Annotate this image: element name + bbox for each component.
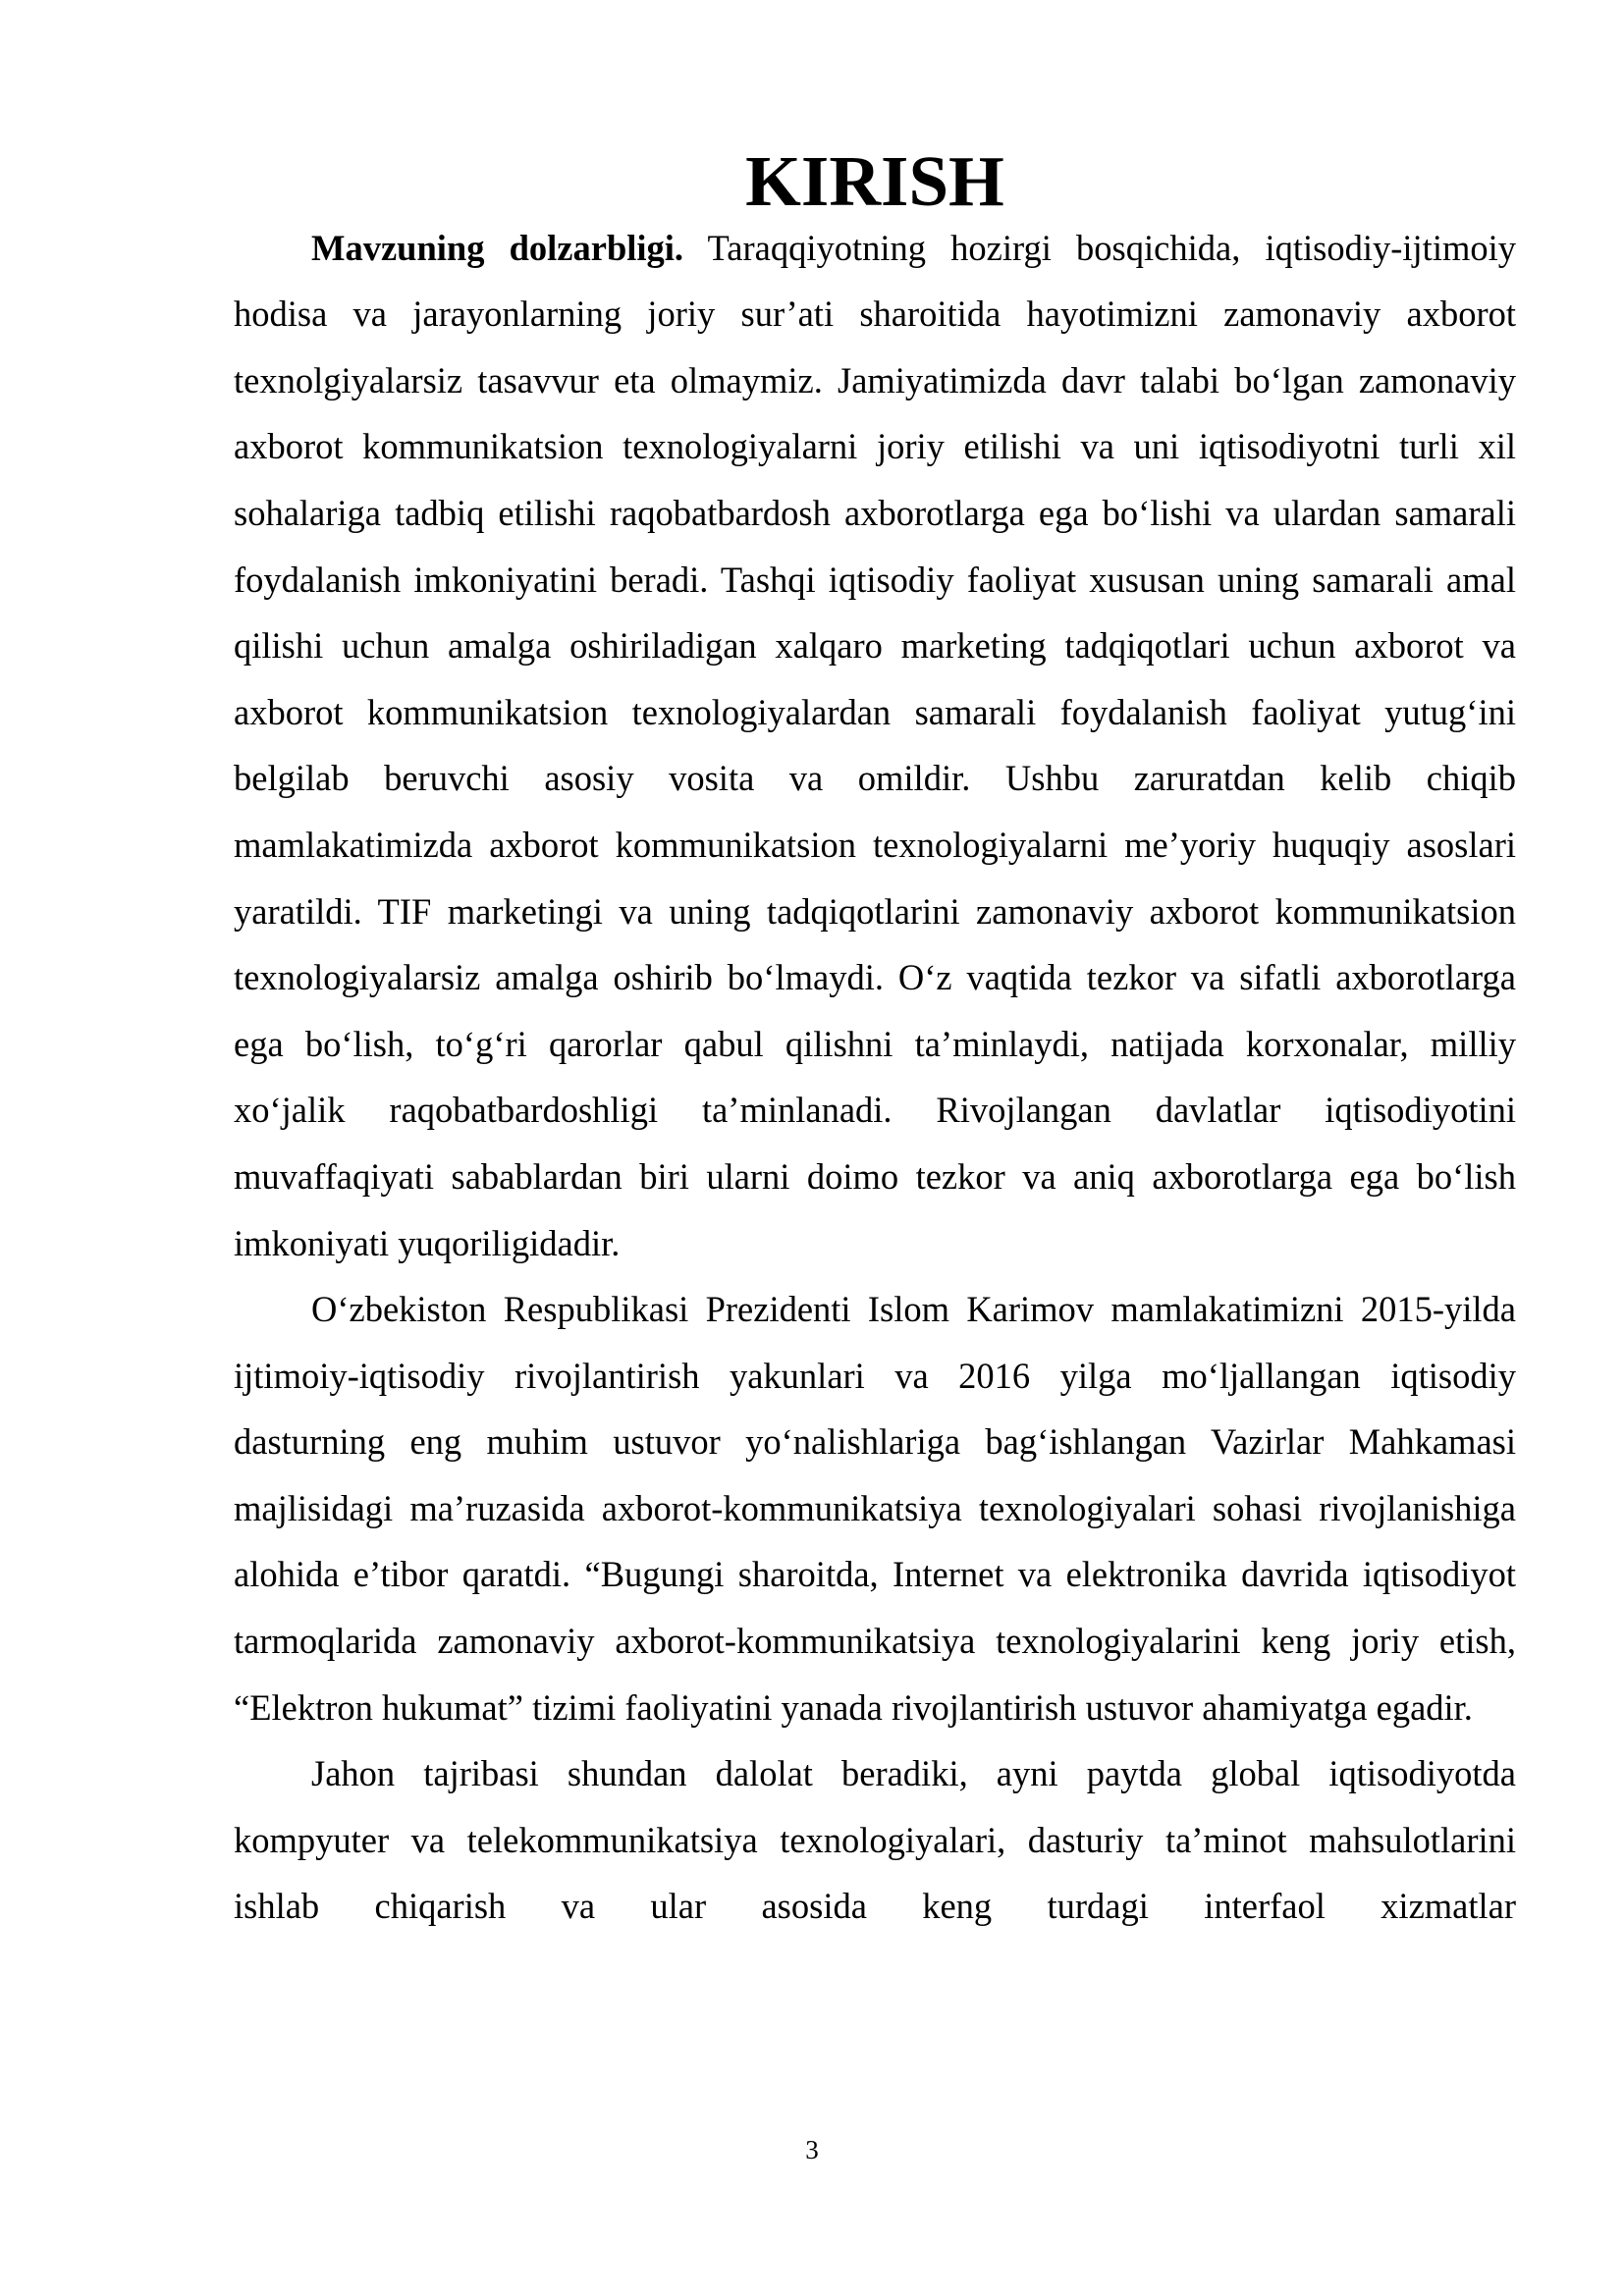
paragraph-lead: Mavzuning dolzarbligi. bbox=[311, 227, 684, 268]
paragraph-text: O‘zbekiston Respublikasi Prezidenti Islom Karimov mamlakatimizni 2015-yilda ijtimoiy-iqtisodiy rivojlantirish yakunlari va 2016 yilga mo‘ljallangan iqtisodiy dasturning eng muhim ustuvor yo‘nalishlariga bag‘ishlangan Vazirlar Mahkamasi majlisidagi ma’ruzasida axborot-kommunikatsiya texnologiyalari sohasi rivojlanishiga alohida e’tibor qaratdi. “Bugungi sharoitda, Internet va elektronika davrida iqtisodiyot tarmoqlarida zamonaviy axborot-kommunikatsiya texnologiyalarini keng joriy etish, “Elektron hukumat” tizimi faoliyatini yanada rivojlantirish ustuvor ahamiyatga egadir. bbox=[234, 1289, 1516, 1728]
paragraph-president-report bbox=[234, 1276, 1516, 1740]
paragraph-relevance bbox=[234, 215, 1516, 1277]
page-body bbox=[234, 141, 1516, 1940]
paragraph-world-experience bbox=[234, 1740, 1516, 1940]
paragraph-text: Jahon tajribasi shundan dalolat beradiki, ayni paytda global iqtisodiyotda kompyuter va telekommunikatsiya texnologiyalari, dasturiy ta’minot mahsulotlarini ishlab chiqarish va ular asosida keng turdagi interfaol xizmatlar bbox=[234, 1753, 1516, 1927]
page-number: 3 bbox=[805, 2135, 819, 2164]
paragraph-text: Taraqqiyotning hozirgi bosqichida, iqtisodiy-ijtimoiy hodisa va jarayonlarning joriy sur’ati sharoitida hayotimizni zamonaviy axborot texnolgiyalarsiz tasavvur eta olmaymiz. Jamiyatimizda davr talabi bo‘lgan zamonaviy axborot kommunikatsion texnologiyalarni joriy etilishi va uni iqtisodiyotni turli xil sohalariga tadbiq etilishi raqobatbardosh axborotlarga ega bo‘lishi va ulardan samarali foydalanish imkoniyatini beradi. Tashqi iqtisodiy faoliyat xususan uning samarali amal qilishi uchun amalga oshiriladigan xalqaro marketing tadqiqotlari uchun axborot va axborot kommunikatsion texnologiyalardan samarali foydalanish faoliyat yutug‘ini belgilab beruvchi asosiy vosita va omildir. Ushbu zaruratdan kelib chiqib mamlakatimizda axborot kommunikatsion texnologiyalarni me’yoriy huquqiy asoslari yaratildi. TIF marketingi va uning tadqiqotlarini zamonaviy axborot kommunikatsion texnologiyalarsiz amalga oshirib bo‘lmaydi. O‘z vaqtida tezkor va sifatli axborotlarga ega bo‘lish, to‘g‘ri qarorlar qabul qilishni ta’minlaydi, natijada korxonalar, milliy xo‘jalik raqobatbardoshligi ta’minlanadi. Rivojlangan davlatlar iqtisodiyotini muvaffaqiyati sabablardan biri ularni doimo tezkor va aniq axborotlarga ega bo‘lish imkoniyati yuqoriligidadir. bbox=[234, 227, 1516, 1263]
section-heading: KIRISH bbox=[745, 141, 1004, 221]
